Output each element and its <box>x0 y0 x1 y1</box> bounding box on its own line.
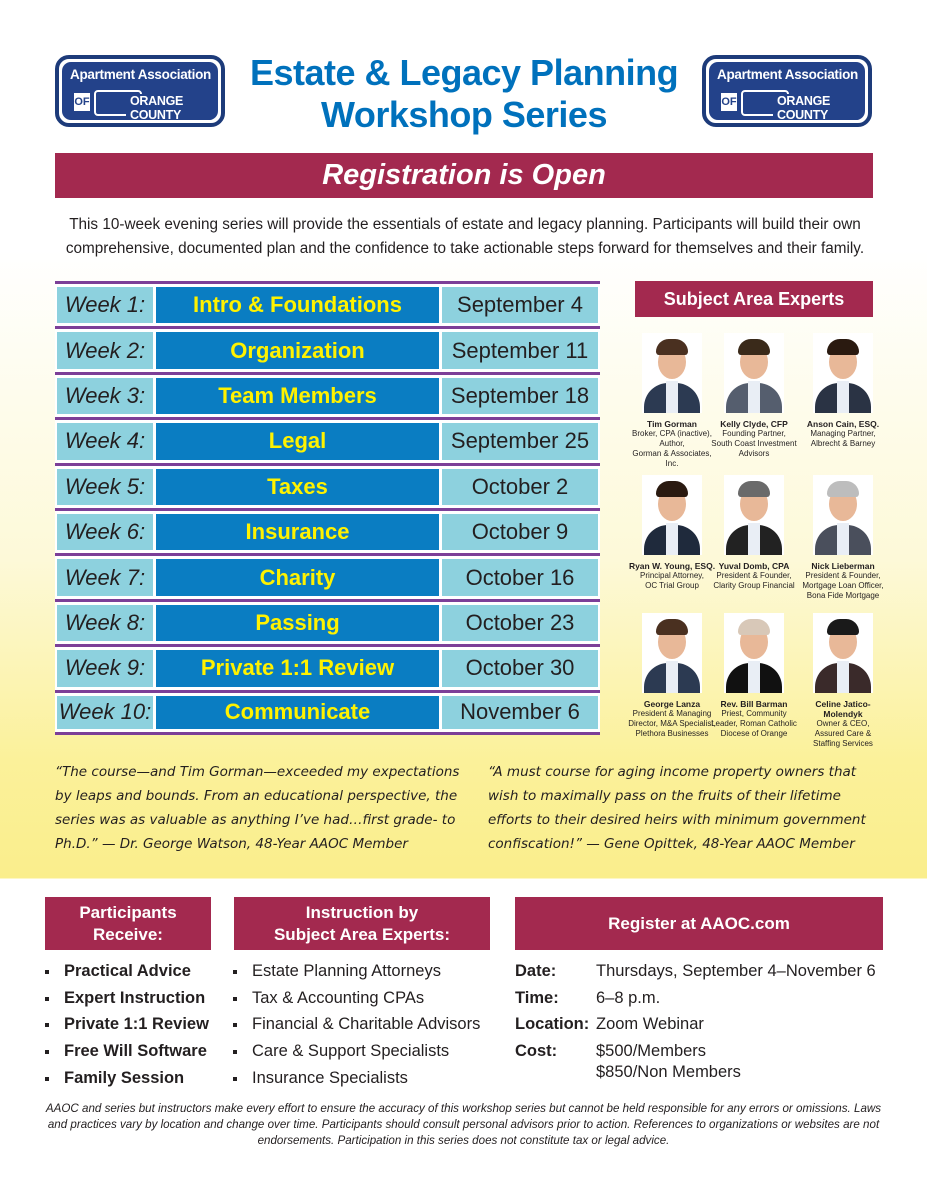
experts-heading: Subject Area Experts <box>635 281 873 317</box>
expert-role: Author, <box>659 439 685 448</box>
instruction-heading-line1: Instruction by <box>305 902 419 922</box>
date-label: Date: <box>515 962 557 980</box>
expert-card <box>627 613 717 739</box>
week-label: Week 1: <box>57 287 153 323</box>
registration-banner: Registration is Open <box>55 153 873 198</box>
aaoc-logo-left <box>55 55 225 127</box>
week-date: September 11 <box>442 332 598 368</box>
list-item: Private 1:1 Review <box>45 1011 209 1038</box>
page-title-line2: Workshop Series <box>321 94 607 135</box>
week-topic: Insurance <box>156 514 439 550</box>
list-item: Insurance Specialists <box>233 1065 480 1092</box>
schedule-row <box>55 326 600 371</box>
expert-name: Yuval Domb, CPA <box>718 561 790 571</box>
week-date: October 30 <box>442 650 598 686</box>
expert-role: Bona Fide Mortgage <box>806 591 880 600</box>
expert-photo <box>642 333 702 413</box>
expert-photo <box>724 613 784 693</box>
logo-title: Apartment Association <box>70 67 211 82</box>
quote-line: by leaps and bounds. From an educational perspective, the <box>55 788 458 804</box>
testimonial-left <box>55 760 459 856</box>
quote-line: wish to maximally pass on the fruits of their lifetime <box>488 788 841 804</box>
expert-role: Broker, CPA (inactive), <box>632 429 712 438</box>
logo-title: Apartment Association <box>717 67 858 82</box>
logo-of: OF <box>721 93 737 111</box>
expert-photo <box>813 613 873 693</box>
expert-role: Owner & CEO, <box>816 719 870 728</box>
participants-list <box>45 958 209 1092</box>
expert-photo <box>642 475 702 555</box>
quote-line: Ph.D.” — Dr. George Watson, 48-Year AAOC Member <box>55 836 408 852</box>
week-date: September 25 <box>442 423 598 459</box>
week-label: Week 3: <box>57 378 153 414</box>
expert-card <box>709 333 799 459</box>
expert-role: President & Founder, <box>716 571 792 580</box>
week-label: Week 7: <box>57 559 153 595</box>
expert-role: Gorman & Associates, Inc. <box>632 449 712 468</box>
expert-role: Albrecht & Barney <box>810 439 876 448</box>
week-label: Week 5: <box>57 469 153 505</box>
expert-name: Anson Cain, ESQ. <box>806 419 880 429</box>
week-topic: Organization <box>156 332 439 368</box>
list-item: Tax & Accounting CPAs <box>233 985 480 1012</box>
list-item: Practical Advice <box>45 958 209 985</box>
participants-heading-line1: Participants <box>79 902 177 922</box>
week-label: Week 6: <box>57 514 153 550</box>
expert-role: OC Trial Group <box>645 581 699 590</box>
quote-line: series was as valuable as anything I’ve had…first grade- to <box>55 812 456 828</box>
quote-line: “A must course for aging income property owners that <box>488 764 857 780</box>
expert-name: Tim Gorman <box>647 419 697 429</box>
list-item: Estate Planning Attorneys <box>233 958 480 985</box>
page-title-line1: Estate & Legacy Planning <box>249 52 679 93</box>
quote-line: “The course—and Tim Gorman—exceeded my expectations <box>55 764 460 780</box>
expert-role: Advisors <box>738 449 770 458</box>
logo-of: OF <box>74 93 90 111</box>
expert-name: Rev. Bill Barman <box>720 699 788 709</box>
expert-name: Nick Lieberman <box>811 561 875 571</box>
expert-role: Managing Partner, <box>810 429 876 438</box>
time-value: 6–8 p.m. <box>596 988 661 1007</box>
week-topic: Taxes <box>156 469 439 505</box>
cost-label: Cost: <box>515 1042 558 1061</box>
instruction-heading-line2: Subject Area Experts: <box>273 924 451 944</box>
location-value: Zoom Webinar <box>596 1015 704 1034</box>
schedule-row <box>55 599 600 644</box>
list-item: Financial & Charitable Advisors <box>233 1011 480 1038</box>
expert-photo <box>724 475 784 555</box>
week-label: Week 9: <box>57 650 153 686</box>
register-heading: Register at AAOC.com <box>515 897 883 950</box>
week-date: October 16 <box>442 559 598 595</box>
week-date: September 18 <box>442 378 598 414</box>
expert-card <box>798 333 888 449</box>
list-item: Care & Support Specialists <box>233 1038 480 1065</box>
expert-role: Director, M&A Specialist, <box>628 719 716 728</box>
week-topic: Legal <box>156 423 439 459</box>
intro-text: This 10-week evening series will provide the essentials of estate and legacy planning. Participants will build their own comprehensive, documented plan and the confidence to take actionable steps forward for themselves and their family. <box>65 216 865 257</box>
schedule-table <box>55 281 600 735</box>
week-date: October 23 <box>442 605 598 641</box>
cost-value-non-members: $850/Non Members <box>596 1063 741 1081</box>
expert-card <box>798 475 888 601</box>
week-topic: Passing <box>156 605 439 641</box>
expert-role: President & Founder, <box>805 571 881 580</box>
week-date: October 2 <box>442 469 598 505</box>
date-value: Thursdays, September 4–November 6 <box>596 962 876 980</box>
expert-role: Clarity Group Financial <box>713 581 795 590</box>
week-label: Week 4: <box>57 423 153 459</box>
expert-role: Plethora Businesses <box>635 729 709 738</box>
week-label: Week 8: <box>57 605 153 641</box>
expert-name: Celine Jatico-Molendyk <box>815 699 871 719</box>
week-topic: Intro & Foundations <box>156 287 439 323</box>
expert-role: Mortgage Loan Officer, <box>802 581 884 590</box>
expert-card <box>709 475 799 591</box>
schedule-row <box>55 508 600 553</box>
expert-name: Ryan W. Young, ESQ. <box>628 561 716 571</box>
schedule-row <box>55 372 600 417</box>
week-label: Week 2: <box>57 332 153 368</box>
expert-role: Priest, Community <box>721 709 787 718</box>
week-label: Week 10: <box>57 696 153 729</box>
week-date: September 4 <box>442 287 598 323</box>
expert-photo <box>813 475 873 555</box>
expert-card <box>798 613 888 749</box>
cost-value-members: $500/Members <box>596 1042 707 1061</box>
testimonial-right <box>488 760 866 856</box>
expert-photo <box>642 613 702 693</box>
week-date: October 9 <box>442 514 598 550</box>
quote-line: confiscation!” — Gene Opittek, 48-Year AAOC Member <box>488 836 855 852</box>
expert-role: South Coast Investment <box>711 439 797 448</box>
logo-county: ORANGE COUNTY <box>126 94 212 120</box>
week-topic: Team Members <box>156 378 439 414</box>
expert-role: President & Managing <box>632 709 712 718</box>
expert-card <box>627 333 717 469</box>
list-item: Expert Instruction <box>45 985 209 1012</box>
expert-photo <box>724 333 784 413</box>
expert-role: Staffing Services <box>813 739 873 748</box>
schedule-row <box>55 553 600 598</box>
logo-county: ORANGE COUNTY <box>773 94 859 120</box>
participants-heading-line2: Receive: <box>93 924 163 944</box>
quote-line: efforts to their desired heirs with minimum government <box>488 812 866 828</box>
expert-role: Leader, Roman Catholic <box>711 719 797 728</box>
expert-role: Assured Care & <box>814 729 872 738</box>
time-label: Time: <box>515 988 559 1007</box>
week-topic: Communicate <box>156 696 439 729</box>
expert-role: Diocese of Orange <box>720 729 788 738</box>
week-topic: Private 1:1 Review <box>156 650 439 686</box>
schedule-row <box>55 281 600 326</box>
week-topic: Charity <box>156 559 439 595</box>
week-date: November 6 <box>442 696 598 729</box>
location-label: Location: <box>515 1015 590 1034</box>
schedule-row <box>55 463 600 508</box>
expert-role: Founding Partner, <box>722 429 786 438</box>
aaoc-logo-right <box>702 55 872 127</box>
schedule-row <box>55 417 600 462</box>
list-item: Free Will Software <box>45 1038 209 1065</box>
instruction-heading <box>234 897 490 950</box>
expert-name: George Lanza <box>643 699 701 709</box>
disclaimer: AAOC and series but instructors make every effort to ensure the accuracy of this workshop series but cannot be held responsible for any errors or omissions. Laws and practices vary by location and change over time. Participants should consult personal advisors prior to action. References to organizations or websites are not endorsements. Participation in this series does not constitute tax or legal advice. <box>45 1102 882 1147</box>
expert-name: Kelly Clyde, CFP <box>720 419 788 429</box>
participants-heading <box>45 897 211 950</box>
schedule-row <box>55 644 600 689</box>
schedule-row <box>55 690 600 735</box>
list-item: Family Session <box>45 1065 209 1092</box>
instruction-list <box>233 958 480 1092</box>
expert-photo <box>813 333 873 413</box>
expert-role: Principal Attorney, <box>640 571 704 580</box>
expert-card <box>709 613 799 739</box>
expert-card <box>627 475 717 591</box>
